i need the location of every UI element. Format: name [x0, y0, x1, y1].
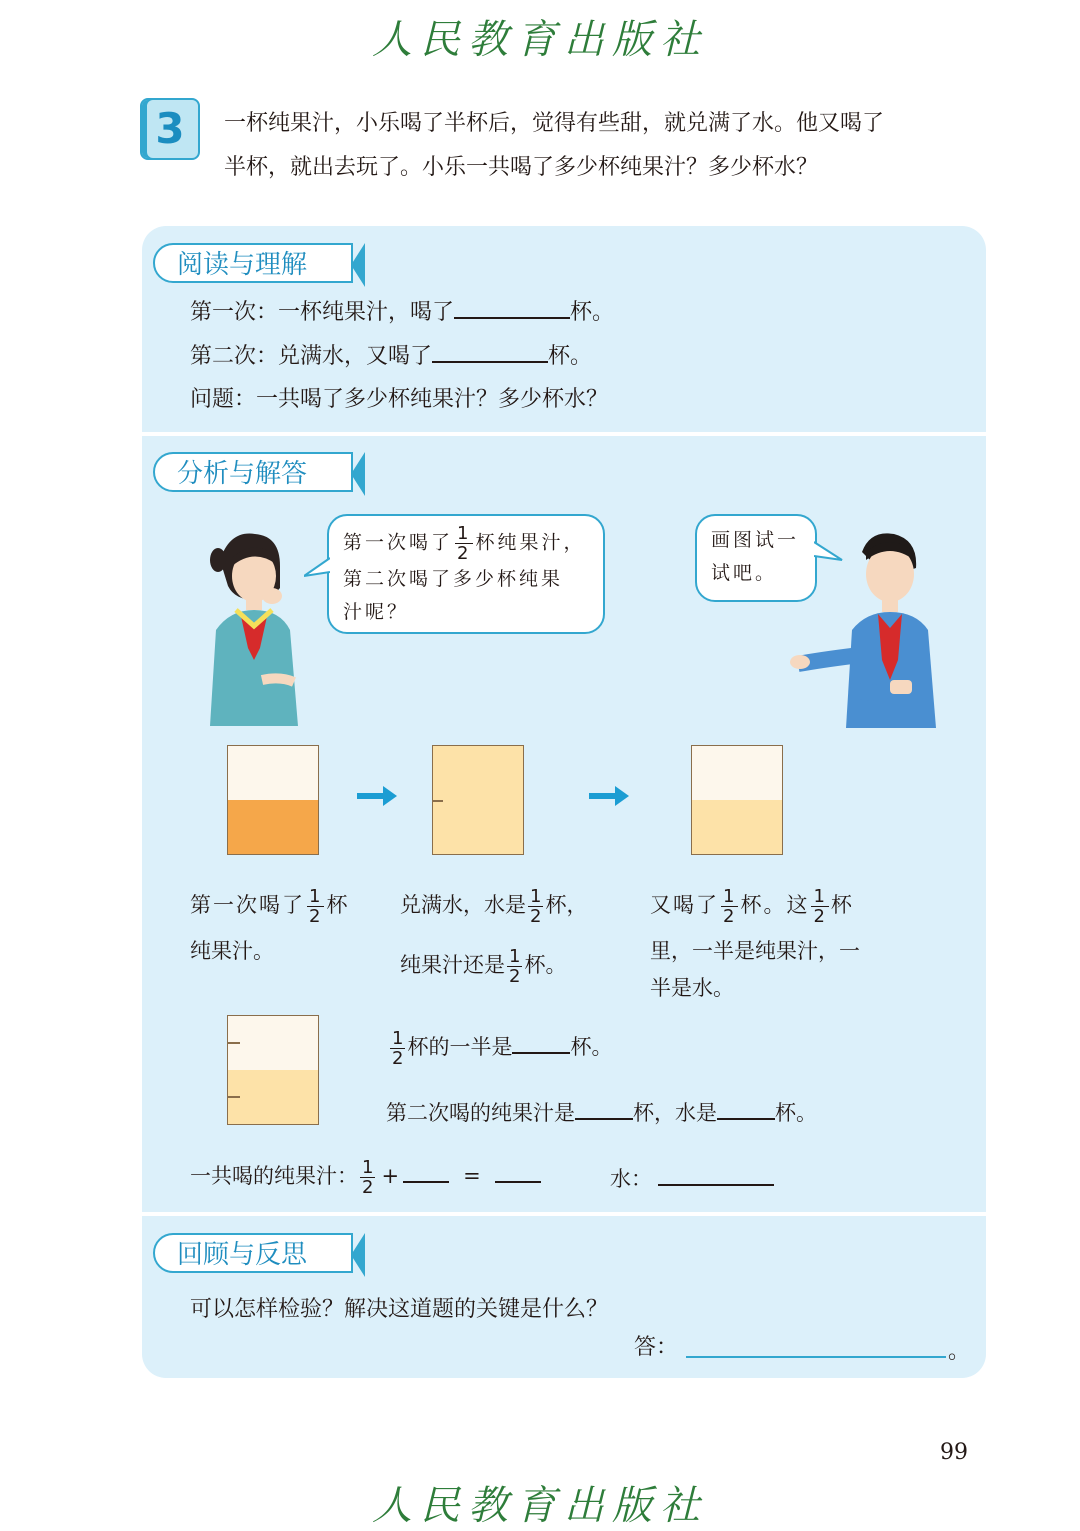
fraction-numerator: 1	[309, 886, 323, 907]
fraction-denominator: 2	[723, 906, 737, 927]
cup-juice-part	[228, 800, 318, 854]
girl-bubble-line-2: 第二次喝了多少杯纯果	[343, 568, 564, 590]
fraction-denominator: 2	[813, 906, 827, 927]
cup-empty-part	[228, 1016, 318, 1070]
cup-second-drink	[691, 745, 783, 855]
section-divider	[142, 432, 986, 436]
step2-caption-line1	[400, 884, 587, 926]
cup-empty-part	[228, 746, 318, 800]
fraction-denominator: 2	[509, 966, 521, 987]
boy-illustration	[790, 530, 940, 728]
girl-bubble-line-3: 汁呢？	[343, 601, 410, 623]
cup-first-drink	[227, 745, 319, 855]
equals-sign: =	[463, 1164, 481, 1188]
step3-caption-line3: 半是水。	[650, 976, 734, 1000]
section-title-analysis: 分析与解答	[153, 452, 353, 492]
fraction-numerator: 1	[509, 946, 521, 967]
boy-bubble-line-1: 画图试一	[711, 529, 800, 551]
cup-empty-part	[692, 746, 782, 800]
fraction-denominator: 2	[457, 543, 472, 564]
step1-text-b: 杯	[326, 893, 350, 917]
publisher-footer: 人民教育出版社	[372, 1483, 708, 1529]
answer-label: 答：	[634, 1335, 679, 1360]
fraction-one-half	[528, 887, 543, 926]
answer-input-line[interactable]	[686, 1356, 946, 1358]
girl-bubble-tail	[304, 556, 330, 580]
girl-illustration	[200, 530, 310, 726]
step3-text-b: 杯。这	[740, 893, 810, 917]
half-of-half-text: 杯的一半是	[407, 1035, 513, 1059]
read-line-2-suffix: 杯。	[548, 344, 593, 369]
step1-text-a: 第一次喝了	[190, 893, 305, 917]
fraction-one-half	[307, 887, 324, 926]
read-line-1-prefix: 第一次：一杯纯果汁，喝了	[190, 300, 455, 325]
arrow-right-icon	[589, 793, 619, 799]
step1-caption-line1	[190, 884, 349, 926]
total-juice-line	[190, 1155, 541, 1197]
step3-caption-line2: 里，一半是纯果汁，一	[650, 939, 860, 963]
second-drink-line	[386, 1092, 817, 1134]
quarter-mark	[228, 1096, 240, 1098]
fraction-numerator: 1	[392, 1028, 404, 1049]
water-label: 水：	[610, 1167, 652, 1191]
half-mark	[433, 800, 443, 802]
cup-refilled	[432, 745, 524, 855]
fraction-one-half	[811, 887, 828, 926]
fraction-denominator: 2	[362, 1177, 374, 1198]
blank-first-drink[interactable]	[454, 317, 570, 319]
read-line-2-prefix: 第二次：兑满水，又喝了	[190, 344, 433, 369]
girl-bubble-text-b: 杯纯果汁，	[475, 531, 586, 554]
review-question: 可以怎样检验？解决这道题的关键是什么？	[190, 1297, 609, 1322]
blank-half-of-half[interactable]	[512, 1052, 570, 1054]
cup-juice-part	[692, 800, 782, 854]
problem-number-badge: 3	[140, 98, 200, 160]
problem-text-line1: 一杯纯果汁，小乐喝了半杯后，觉得有些甜，就兑满了水。他又喝了	[224, 111, 885, 136]
cup-quarters	[227, 1015, 319, 1125]
fraction-one-half	[721, 887, 738, 926]
answer-end: 。	[948, 1339, 971, 1364]
step1-caption-line2: 纯果汁。	[190, 939, 274, 963]
step2-text-d: 杯。	[524, 953, 567, 977]
total-water-line	[610, 1158, 774, 1200]
girl-speech-bubble	[327, 514, 605, 634]
read-line-2	[190, 337, 592, 377]
section-title-review: 回顾与反思	[153, 1233, 353, 1273]
total-juice-label: 一共喝的纯果汁：	[190, 1164, 358, 1188]
step2-text-b: 杯，	[545, 893, 588, 917]
fraction-numerator: 1	[530, 886, 542, 907]
cup-juice-part	[228, 1070, 318, 1124]
section-title-reading: 阅读与理解	[153, 243, 353, 283]
fraction-one-half	[360, 1158, 375, 1197]
half-of-half-line	[388, 1026, 612, 1068]
read-line-3: 问题：一共喝了多少杯纯果汁？多少杯水？	[190, 387, 609, 412]
second-drink-text-c: 杯。	[775, 1101, 817, 1125]
problem-text-line2: 半杯，就出去玩了。小乐一共喝了多少杯纯果汁？多少杯水？	[224, 155, 819, 180]
step2-text-a: 兑满水，水是	[400, 893, 526, 917]
fraction-numerator: 1	[362, 1157, 374, 1178]
step2-caption-line2	[400, 944, 566, 986]
fraction-denominator: 2	[392, 1048, 404, 1069]
blank-total-juice[interactable]	[495, 1181, 541, 1183]
second-drink-text-b: 杯，水是	[633, 1101, 717, 1125]
step3-text-a: 又喝了	[650, 893, 719, 917]
half-of-half-suffix: 杯。	[570, 1035, 613, 1059]
step3-caption-line1	[650, 884, 854, 926]
arrow-right-icon	[357, 793, 387, 799]
read-line-1-suffix: 杯。	[570, 300, 615, 325]
fraction-one-half	[507, 947, 522, 986]
fraction-numerator: 1	[457, 523, 472, 544]
section-divider	[142, 1212, 986, 1216]
quarter-mark	[228, 1042, 240, 1044]
blank-second-drink[interactable]	[432, 361, 548, 363]
blank-second-juice[interactable]	[575, 1118, 633, 1120]
boy-bubble-line-2: 试吧。	[711, 562, 778, 584]
second-drink-text-a: 第二次喝的纯果汁是	[386, 1101, 575, 1125]
blank-total-addend[interactable]	[403, 1181, 449, 1183]
fraction-denominator: 2	[309, 906, 323, 927]
step3-text-c: 杯	[830, 893, 854, 917]
fraction-numerator: 1	[813, 886, 827, 907]
publisher-header: 人民教育出版社	[372, 17, 708, 63]
plus-sign: +	[381, 1164, 400, 1188]
fraction-one-half	[455, 524, 473, 563]
read-line-1	[190, 293, 614, 333]
fraction-one-half	[390, 1029, 405, 1068]
cup-juice-part	[433, 746, 523, 854]
fraction-numerator: 1	[723, 886, 737, 907]
girl-bubble-text-a: 第一次喝了	[343, 531, 454, 554]
blank-second-water[interactable]	[717, 1118, 775, 1120]
step2-text-c: 纯果汁还是	[400, 953, 505, 977]
blank-total-water[interactable]	[658, 1184, 774, 1186]
page-number: 99	[940, 1440, 968, 1465]
fraction-denominator: 2	[530, 906, 542, 927]
